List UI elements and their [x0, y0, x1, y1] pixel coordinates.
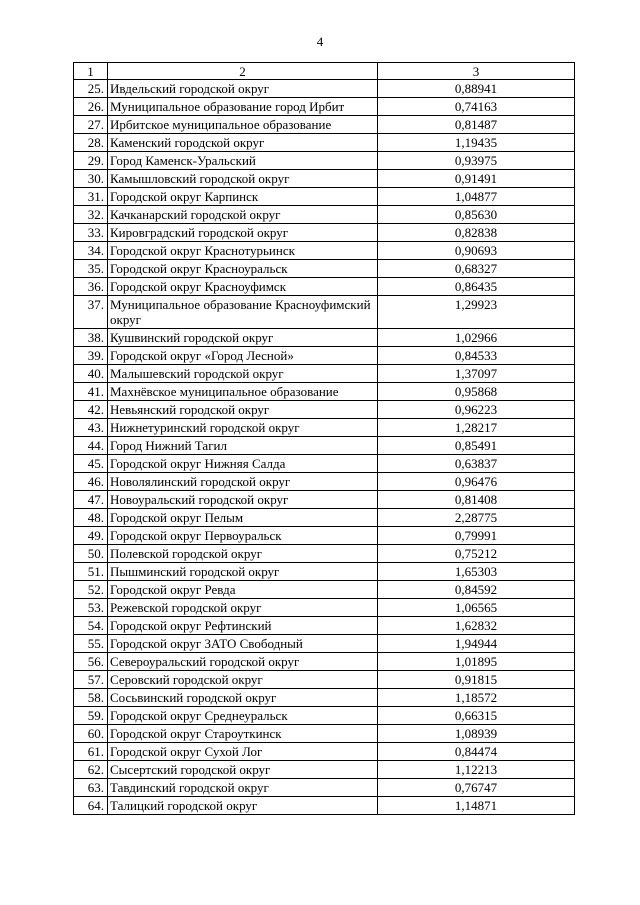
column-header-1: 1 — [74, 63, 108, 80]
coefficient-value: 0,66315 — [378, 707, 575, 725]
municipality-name: Городской округ Рефтинский — [108, 617, 378, 635]
municipality-name: Кировградский городской округ — [108, 224, 378, 242]
coefficient-value: 0,79991 — [378, 527, 575, 545]
row-number: 36. — [74, 278, 108, 296]
table-row — [74, 419, 575, 437]
coefficient-value: 0,90693 — [378, 242, 575, 260]
table-row — [74, 635, 575, 653]
row-number: 33. — [74, 224, 108, 242]
table-row — [74, 599, 575, 617]
row-number: 53. — [74, 599, 108, 617]
table-row — [74, 473, 575, 491]
column-header-3: 3 — [378, 63, 575, 80]
table-row — [74, 206, 575, 224]
coefficient-value: 0,84592 — [378, 581, 575, 599]
municipality-name: Тавдинский городской округ — [108, 779, 378, 797]
row-number: 32. — [74, 206, 108, 224]
municipality-name: Городской округ Краснотурьинск — [108, 242, 378, 260]
table-body — [74, 80, 575, 815]
municipality-name: Нижнетуринский городской округ — [108, 419, 378, 437]
table-row — [74, 170, 575, 188]
municipality-name: Городской округ Нижняя Салда — [108, 455, 378, 473]
row-number: 55. — [74, 635, 108, 653]
row-number: 59. — [74, 707, 108, 725]
municipality-name: Талицкий городской округ — [108, 797, 378, 815]
row-number: 46. — [74, 473, 108, 491]
coefficient-value: 0,63837 — [378, 455, 575, 473]
municipality-name: Городской округ Сухой Лог — [108, 743, 378, 761]
coefficient-value: 0,96223 — [378, 401, 575, 419]
municipality-name: Городской округ Красноуральск — [108, 260, 378, 278]
coefficient-value: 1,08939 — [378, 725, 575, 743]
table-row — [74, 116, 575, 134]
municipality-name: Городской округ Староуткинск — [108, 725, 378, 743]
table-row — [74, 98, 575, 116]
table-row — [74, 509, 575, 527]
municipality-name: Кушвинский городской округ — [108, 329, 378, 347]
row-number: 64. — [74, 797, 108, 815]
municipality-name: Невьянский городской округ — [108, 401, 378, 419]
row-number: 26. — [74, 98, 108, 116]
table-row — [74, 329, 575, 347]
row-number: 41. — [74, 383, 108, 401]
municipality-name: Новолялинский городской округ — [108, 473, 378, 491]
table-row — [74, 779, 575, 797]
coefficient-value: 0,84533 — [378, 347, 575, 365]
table-row — [74, 401, 575, 419]
coefficient-value: 1,04877 — [378, 188, 575, 206]
municipality-name: Городской округ Пелым — [108, 509, 378, 527]
row-number: 38. — [74, 329, 108, 347]
municipality-name: Ирбитское муниципальное образование — [108, 116, 378, 134]
row-number: 30. — [74, 170, 108, 188]
coefficient-value: 0,96476 — [378, 473, 575, 491]
table-row — [74, 581, 575, 599]
coefficient-value: 0,88941 — [378, 80, 575, 98]
row-number: 48. — [74, 509, 108, 527]
row-number: 58. — [74, 689, 108, 707]
data-table — [73, 62, 575, 815]
municipality-name: Муниципальное образование Красноуфимский округ — [108, 296, 378, 329]
row-number: 44. — [74, 437, 108, 455]
coefficient-value: 0,85491 — [378, 437, 575, 455]
municipality-name: Камышловский городской округ — [108, 170, 378, 188]
column-header-2: 2 — [108, 63, 378, 80]
row-number: 27. — [74, 116, 108, 134]
table-row — [74, 242, 575, 260]
coefficient-value: 0,81487 — [378, 116, 575, 134]
municipality-name: Городской округ Ревда — [108, 581, 378, 599]
municipality-name: Городской округ Карпинск — [108, 188, 378, 206]
row-number: 42. — [74, 401, 108, 419]
table-row — [74, 347, 575, 365]
municipality-name: Город Нижний Тагил — [108, 437, 378, 455]
row-number: 49. — [74, 527, 108, 545]
table-row — [74, 725, 575, 743]
table-row — [74, 437, 575, 455]
row-number: 61. — [74, 743, 108, 761]
table-row — [74, 743, 575, 761]
row-number: 37. — [74, 296, 108, 329]
coefficient-value: 0,85630 — [378, 206, 575, 224]
row-number: 51. — [74, 563, 108, 581]
coefficient-value: 1,12213 — [378, 761, 575, 779]
coefficient-value: 1,62832 — [378, 617, 575, 635]
coefficient-value: 0,75212 — [378, 545, 575, 563]
row-number: 63. — [74, 779, 108, 797]
coefficient-value: 1,29923 — [378, 296, 575, 329]
row-number: 57. — [74, 671, 108, 689]
table-row — [74, 455, 575, 473]
coefficient-value: 0,86435 — [378, 278, 575, 296]
table-row — [74, 761, 575, 779]
coefficient-value: 1,18572 — [378, 689, 575, 707]
table-row — [74, 278, 575, 296]
row-number: 29. — [74, 152, 108, 170]
table-row — [74, 563, 575, 581]
coefficient-value: 1,14871 — [378, 797, 575, 815]
row-number: 52. — [74, 581, 108, 599]
table-row — [74, 671, 575, 689]
table-row — [74, 188, 575, 206]
municipality-name: Сысертский городской округ — [108, 761, 378, 779]
row-number: 45. — [74, 455, 108, 473]
row-number: 34. — [74, 242, 108, 260]
municipality-name: Североуральский городской округ — [108, 653, 378, 671]
municipality-name: Городской округ Красноуфимск — [108, 278, 378, 296]
coefficient-value: 0,93975 — [378, 152, 575, 170]
table-row — [74, 80, 575, 98]
coefficient-value: 0,91815 — [378, 671, 575, 689]
municipality-name: Серовский городской округ — [108, 671, 378, 689]
row-number: 25. — [74, 80, 108, 98]
table-row — [74, 707, 575, 725]
coefficient-value: 1,01895 — [378, 653, 575, 671]
municipality-name: Ивдельский городской округ — [108, 80, 378, 98]
coefficient-value: 1,37097 — [378, 365, 575, 383]
table-row — [74, 653, 575, 671]
row-number: 39. — [74, 347, 108, 365]
municipality-name: Новоуральский городской округ — [108, 491, 378, 509]
municipality-name: Городской округ Среднеуральск — [108, 707, 378, 725]
page-number: 4 — [316, 34, 324, 49]
row-number: 50. — [74, 545, 108, 563]
row-number: 62. — [74, 761, 108, 779]
table-row — [74, 365, 575, 383]
table-row — [74, 545, 575, 563]
row-number: 60. — [74, 725, 108, 743]
coefficient-value: 0,76747 — [378, 779, 575, 797]
table-row — [74, 383, 575, 401]
table-row — [74, 527, 575, 545]
coefficient-value: 1,06565 — [378, 599, 575, 617]
table-row — [74, 797, 575, 815]
municipality-name: Полевской городской округ — [108, 545, 378, 563]
table-row — [74, 296, 575, 329]
coefficient-value: 0,95868 — [378, 383, 575, 401]
coefficient-value: 1,02966 — [378, 329, 575, 347]
table-row — [74, 689, 575, 707]
coefficient-value: 2,28775 — [378, 509, 575, 527]
municipality-name: Каменский городской округ — [108, 134, 378, 152]
coefficient-value: 0,81408 — [378, 491, 575, 509]
row-number: 40. — [74, 365, 108, 383]
municipality-name: Махнёвское муниципальное образование — [108, 383, 378, 401]
row-number: 28. — [74, 134, 108, 152]
municipality-name: Малышевский городской округ — [108, 365, 378, 383]
municipality-name: Городской округ ЗАТО Свободный — [108, 635, 378, 653]
municipality-name: Городской округ «Город Лесной» — [108, 347, 378, 365]
coefficient-value: 1,19435 — [378, 134, 575, 152]
table-row — [74, 491, 575, 509]
table-row — [74, 224, 575, 242]
row-number: 56. — [74, 653, 108, 671]
table-row — [74, 260, 575, 278]
coefficient-value: 0,84474 — [378, 743, 575, 761]
municipality-name: Режевской городской округ — [108, 599, 378, 617]
row-number: 43. — [74, 419, 108, 437]
coefficient-value: 1,94944 — [378, 635, 575, 653]
table-row — [74, 134, 575, 152]
municipality-name: Город Каменск-Уральский — [108, 152, 378, 170]
row-number: 54. — [74, 617, 108, 635]
row-number: 47. — [74, 491, 108, 509]
table-header-row — [74, 63, 575, 80]
coefficient-value: 0,68327 — [378, 260, 575, 278]
municipality-name: Муниципальное образование город Ирбит — [108, 98, 378, 116]
row-number: 35. — [74, 260, 108, 278]
municipality-name: Сосьвинский городской округ — [108, 689, 378, 707]
municipality-name: Пышминский городской округ — [108, 563, 378, 581]
coefficient-value: 0,82838 — [378, 224, 575, 242]
coefficient-value: 1,28217 — [378, 419, 575, 437]
table-row — [74, 617, 575, 635]
municipality-name: Городской округ Первоуральск — [108, 527, 378, 545]
coefficient-value: 0,91491 — [378, 170, 575, 188]
municipality-name: Качканарский городской округ — [108, 206, 378, 224]
coefficient-value: 0,74163 — [378, 98, 575, 116]
row-number: 31. — [74, 188, 108, 206]
table-row — [74, 152, 575, 170]
coefficient-value: 1,65303 — [378, 563, 575, 581]
